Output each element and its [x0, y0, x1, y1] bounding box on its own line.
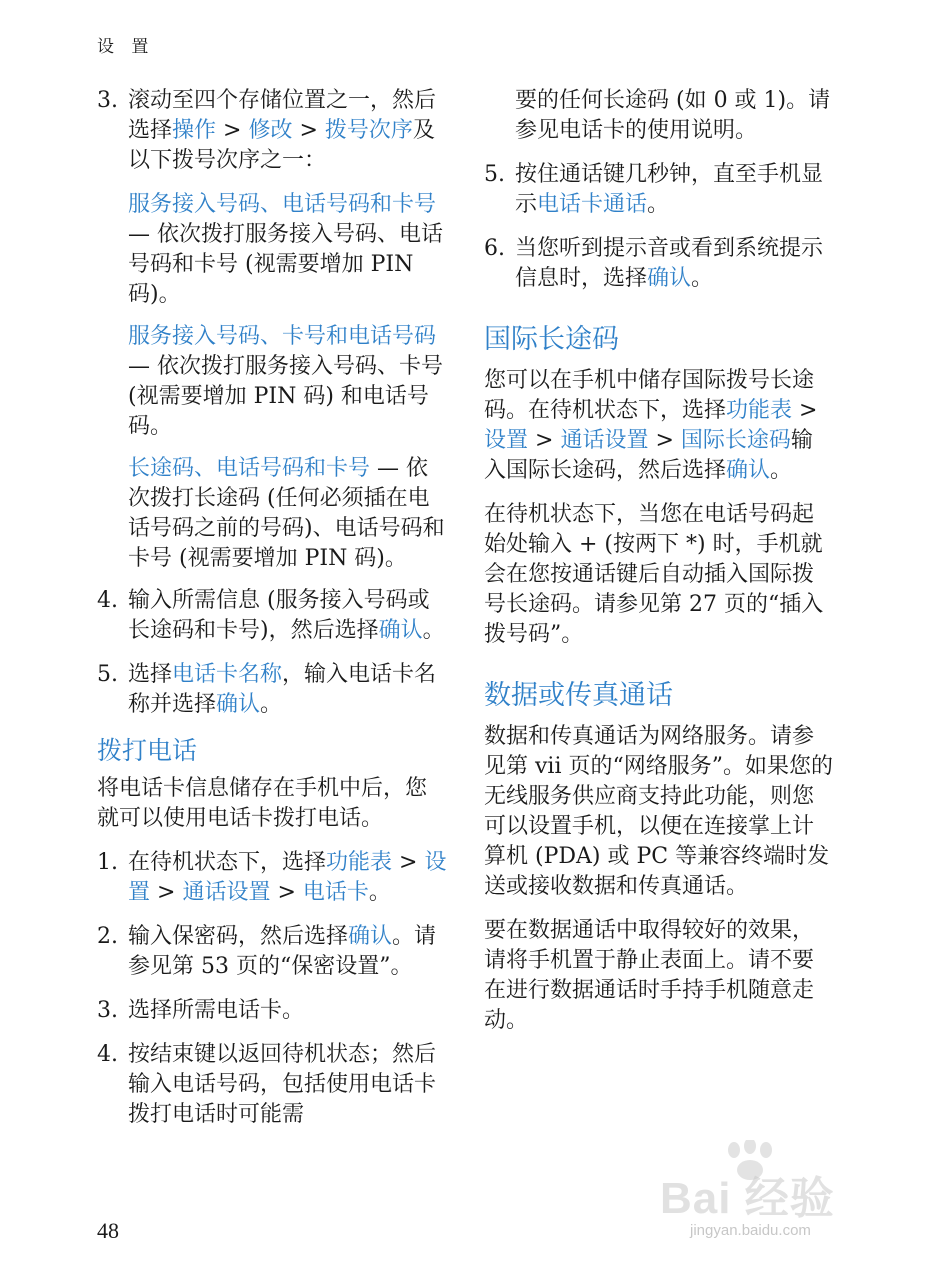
separator: > [270, 880, 303, 905]
para-text: 输入国际长途码，然后选择 [484, 428, 813, 483]
step-text: 。请参见第 53 页的“保密设置”。 [128, 924, 437, 979]
call-step-4-continued: 要的任何长途码 (如 0 或 1)。请参见电话卡的使用说明。 [515, 88, 831, 143]
section-heading-intl-code: 国际长途码 [484, 324, 619, 355]
menu-link-confirm[interactable]: 确认 [726, 458, 771, 483]
intl-code-paragraph [484, 366, 834, 486]
step-number: 5. [97, 662, 118, 687]
menu-link-call-settings[interactable]: 通话设置 [560, 428, 649, 453]
step-text: 。 [422, 618, 445, 643]
option-link[interactable]: 长途码、电话号码和卡号 [128, 456, 371, 481]
separator: > [648, 428, 681, 453]
step-number: 4. [97, 588, 118, 613]
step-number: 1. [97, 850, 118, 875]
section-header: 设 置 [97, 37, 155, 57]
step-number: 5. [484, 162, 505, 187]
separator: > [216, 118, 249, 143]
dial-option-2 [97, 322, 447, 442]
step-4 [97, 586, 447, 646]
option-text: — 依次拨打长途码 (任何必须插在电话号码之前的号码)、电话号码和卡号 (视需要增加 PIN 码)。 [128, 456, 445, 571]
watermark [660, 1140, 890, 1250]
step-number: 6. [484, 236, 505, 261]
step-number: 4. [97, 1042, 118, 1067]
option-text: — 依次拨打服务接入号码、电话号码和卡号 (视需要增加 PIN 码)。 [128, 222, 443, 307]
step-3 [97, 86, 447, 176]
step-text: 选择所需电话卡。 [128, 998, 305, 1023]
section-heading-data-fax: 数据或传真通话 [484, 680, 673, 711]
step-text: 。 [260, 692, 283, 717]
call-step-5 [484, 160, 834, 220]
menu-link-confirm[interactable]: 确认 [647, 266, 692, 291]
step-5 [97, 660, 447, 720]
step-text: 。 [368, 880, 391, 905]
menu-link-settings[interactable]: 设置 [128, 850, 447, 905]
para-text: 您可以在手机中储存国际拨号长途码。在待机状态下，选择 [484, 368, 815, 423]
right-column [484, 86, 834, 1050]
step-text: 按住通话键几秒钟，直至手机显示 [515, 162, 824, 217]
menu-link-dial-order[interactable]: 拨号次序 [324, 118, 413, 143]
intro-paragraph: 将电话卡信息储存在手机中后，您就可以使用电话卡拨打电话。 [97, 776, 428, 831]
watermark-url: jingyan.baidu.com [690, 1222, 811, 1239]
menu-link-menu[interactable]: 功能表 [726, 398, 793, 423]
watermark-brand: Bai 经验 [660, 1174, 835, 1223]
step-number: 2. [97, 924, 118, 949]
call-step-6 [484, 234, 834, 294]
step-text: 。 [647, 192, 670, 217]
menu-link-operate[interactable]: 操作 [172, 118, 217, 143]
step-text: 当您听到提示音或看到系统提示信息时，选择 [515, 236, 824, 291]
menu-link-calling-card[interactable]: 电话卡 [302, 880, 369, 905]
call-step-3 [97, 996, 447, 1026]
menu-link-edit[interactable]: 修改 [248, 118, 293, 143]
call-step-4 [97, 1040, 447, 1130]
step-text: 输入保密码，然后选择 [128, 924, 349, 949]
data-fax-paragraph: 数据和传真通话为网络服务。请参见第 vii 页的“网络服务”。如果您的无线服务供应商支持此功能，则您可以设置手机，以便在连接掌上计算机 (PDA) 或 PC 等兼容终端时发送或接收数据和传真通话。 [484, 724, 833, 899]
section-heading-make-call: 拨打电话 [97, 736, 198, 765]
menu-link-intl-code[interactable]: 国际长途码 [680, 428, 791, 453]
call-step-1 [97, 848, 447, 908]
left-column [97, 86, 447, 1144]
step-number: 3. [97, 88, 118, 113]
menu-link-confirm[interactable]: 确认 [348, 924, 393, 949]
intl-code-plus-paragraph: 在待机状态下，当您在电话号码起始处输入 + (按两下 *) 时，手机就会在您按通话键后自动插入国际拨号长途码。请参见第 27 页的“插入拨号码”。 [484, 502, 824, 647]
menu-link-confirm[interactable]: 确认 [378, 618, 423, 643]
step-text: 。 [691, 266, 714, 291]
menu-link-card-name[interactable]: 电话卡名称 [172, 662, 283, 687]
option-text: — 依次拨打服务接入号码、卡号 (视需要增加 PIN 码) 和电话号码。 [128, 354, 443, 439]
step-text: 输入所需信息 (服务接入号码或长途码和卡号)，然后选择 [128, 588, 430, 643]
page-number: 48 [97, 1218, 119, 1243]
step-text: 在待机状态下，选择 [128, 850, 327, 875]
step-text: 选择 [128, 662, 173, 687]
step-text: 及以下拨号次序之一： [128, 118, 435, 173]
separator: > [292, 118, 325, 143]
data-call-tip-paragraph: 要在数据通话中取得较好的效果，请将手机置于静止表面上。请不要在进行数据通话时手持手机随意走动。 [484, 918, 815, 1033]
dial-option-3 [97, 454, 447, 574]
step-text: 滚动至四个存储位置之一，然后选择 [128, 88, 437, 143]
dial-option-1 [97, 190, 447, 310]
menu-link-settings[interactable]: 设置 [484, 428, 529, 453]
separator: > [528, 428, 561, 453]
separator: > [392, 850, 425, 875]
menu-link-confirm[interactable]: 确认 [216, 692, 261, 717]
para-text: 。 [770, 458, 793, 483]
step-number: 3. [97, 998, 118, 1023]
menu-link-menu[interactable]: 功能表 [326, 850, 393, 875]
separator: > [150, 880, 183, 905]
separator: > [792, 398, 818, 423]
step-text: ，输入电话卡名称并选择 [128, 662, 437, 717]
option-link[interactable]: 服务接入号码、电话号码和卡号 [128, 192, 437, 217]
call-step-2 [97, 922, 447, 982]
step-text: 按结束键以返回待机状态；然后输入电话号码，包括使用电话卡拨打电话时可能需 [128, 1042, 437, 1127]
option-link[interactable]: 服务接入号码、卡号和电话号码 [128, 324, 437, 349]
menu-link-call-settings[interactable]: 通话设置 [182, 880, 271, 905]
menu-link-card-call[interactable]: 电话卡通话 [537, 192, 648, 217]
